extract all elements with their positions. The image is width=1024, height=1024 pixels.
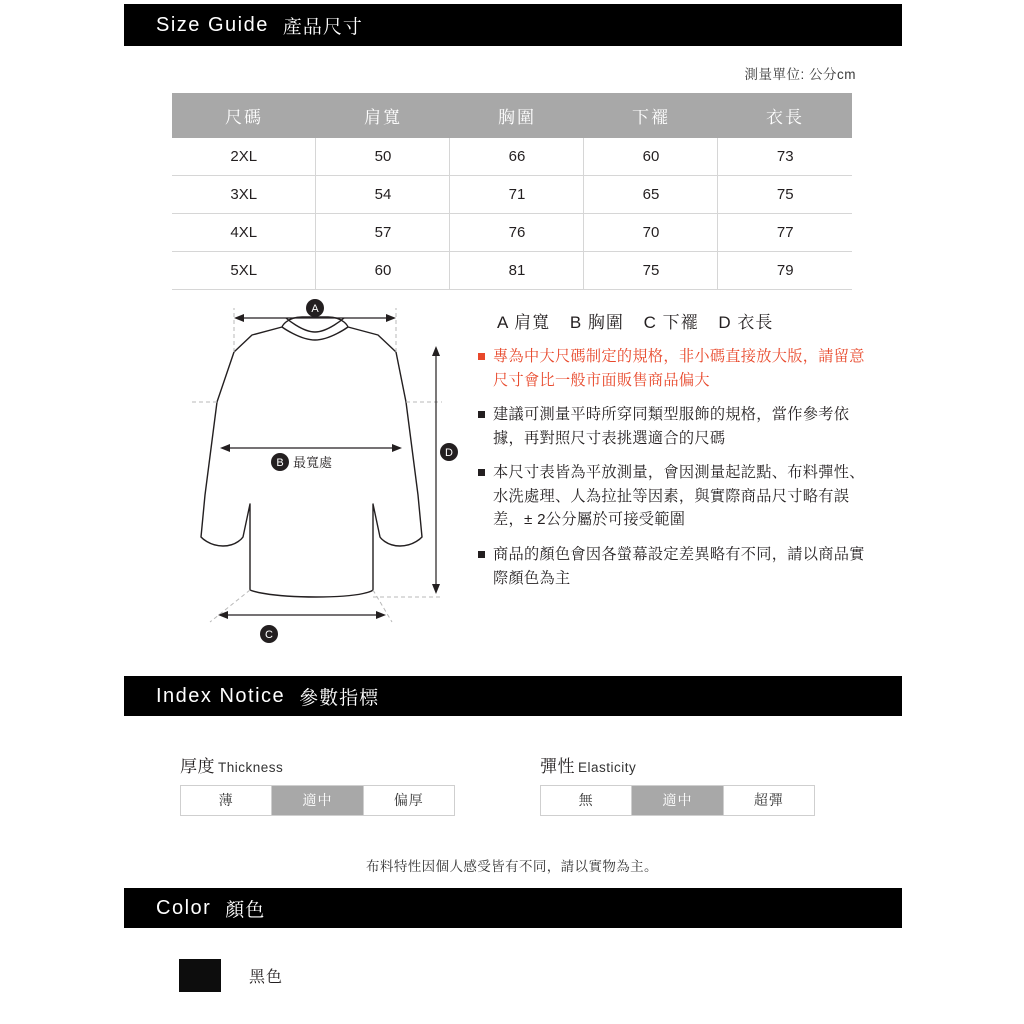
- index-notice-title-zh: 參數指標: [299, 687, 380, 709]
- thickness-title-zh: 厚度: [180, 757, 215, 776]
- diagram-label-b-text: 最寬處: [293, 455, 333, 470]
- table-header-cell: 衣長: [718, 93, 852, 138]
- table-header-cell: 肩寬: [316, 93, 450, 138]
- table-row: [172, 176, 852, 214]
- thickness-option-thick[interactable]: 偏厚: [364, 786, 454, 815]
- size-table: [172, 93, 852, 290]
- list-item: [478, 345, 878, 392]
- table-cell-size: 3XL: [172, 176, 316, 214]
- list-item: [478, 461, 878, 532]
- table-cell: 76: [450, 214, 584, 252]
- list-item: [478, 543, 878, 590]
- table-cell: 60: [584, 138, 718, 176]
- table-cell: 77: [718, 214, 852, 252]
- size-guide-title-en: Size Guide: [156, 13, 269, 36]
- table-row: [172, 138, 852, 176]
- elasticity-option-high[interactable]: 超彈: [724, 786, 814, 815]
- note-text: 建議可測量平時所穿同類型服飾的規格，當作參考依據，再對照尺寸表挑選適合的尺碼: [493, 406, 850, 447]
- thickness-title: [180, 752, 455, 777]
- table-cell: 75: [718, 176, 852, 214]
- legend-a: A 肩寬: [497, 313, 551, 332]
- bullet-square-icon: [478, 469, 485, 476]
- elasticity-title: [540, 752, 815, 777]
- table-header-cell: 胸圍: [450, 93, 584, 138]
- note-text: 商品的顏色會因各螢幕設定差異略有不同，請以商品實際顏色為主: [493, 545, 865, 587]
- table-header-cell: 尺碼: [172, 93, 316, 138]
- diagram-label-d: D: [445, 447, 453, 459]
- table-cell-size: 4XL: [172, 214, 316, 252]
- color-swatch-label: 黑色: [249, 969, 284, 986]
- legend-c: C 下襬: [643, 313, 699, 332]
- elasticity-option-none[interactable]: 無: [541, 786, 632, 815]
- table-cell: 75: [584, 252, 718, 290]
- table-cell: 81: [450, 252, 584, 290]
- section-header-color: [124, 888, 902, 928]
- elasticity-title-en: Elasticity: [578, 760, 637, 775]
- elasticity-title-zh: 彈性: [540, 757, 575, 776]
- legend-d: D 衣長: [718, 313, 774, 332]
- table-header-cell: 下襬: [584, 93, 718, 138]
- note-text: 本尺寸表皆為平放測量，會因測量起訖點、布料彈性、水洗處理、人為拉扯等因素，與實際商品尺寸略有誤差，± 2公分屬於可接受範圍: [493, 464, 865, 529]
- diagram-label-b: B: [276, 457, 284, 469]
- diagram-label-a: A: [311, 303, 319, 315]
- bullet-square-icon: [478, 353, 485, 360]
- table-row: [172, 252, 852, 290]
- section-header-size-guide: [124, 4, 902, 46]
- index-notice-title-en: Index Notice: [156, 684, 286, 707]
- table-cell: 50: [316, 138, 450, 176]
- thickness-option-thin[interactable]: 薄: [181, 786, 272, 815]
- color-swatch-black[interactable]: [179, 959, 221, 992]
- size-guide-title-zh: 產品尺寸: [282, 16, 363, 38]
- table-header-row: [172, 93, 852, 138]
- measurement-legend: [497, 308, 787, 333]
- color-title-en: Color: [156, 896, 212, 919]
- thickness-group: [180, 752, 455, 816]
- bullet-square-icon: [478, 551, 485, 558]
- table-cell: 79: [718, 252, 852, 290]
- diagram-label-c: C: [265, 629, 273, 641]
- thickness-scale: [180, 785, 455, 816]
- table-cell: 71: [450, 176, 584, 214]
- elasticity-group: [540, 752, 815, 816]
- legend-b: B 胸圍: [569, 313, 624, 332]
- table-cell: 73: [718, 138, 852, 176]
- fabric-note: 布料特性因個人感受皆有不同，請以實物為主。: [366, 859, 658, 874]
- table-cell: 65: [584, 176, 718, 214]
- table-row: [172, 214, 852, 252]
- garment-measurement-diagram: [170, 290, 470, 650]
- table-cell: 66: [450, 138, 584, 176]
- table-cell: 57: [316, 214, 450, 252]
- notes-list: [478, 345, 878, 601]
- bullet-square-icon: [478, 411, 485, 418]
- table-cell-size: 2XL: [172, 138, 316, 176]
- thickness-option-medium[interactable]: 適中: [272, 786, 363, 815]
- elasticity-option-medium[interactable]: 適中: [632, 786, 723, 815]
- table-cell-size: 5XL: [172, 252, 316, 290]
- table-cell: 70: [584, 214, 718, 252]
- table-cell: 60: [316, 252, 450, 290]
- elasticity-scale: [540, 785, 815, 816]
- garment-diagram-svg: [170, 290, 470, 650]
- color-title-zh: 顏色: [225, 899, 266, 921]
- list-item: [478, 403, 878, 450]
- section-header-index-notice: [124, 676, 902, 716]
- note-text: 專為中大尺碼制定的規格，非小碼直接放大版，請留意尺寸會比一般市面販售商品偏大: [493, 348, 865, 389]
- thickness-title-en: Thickness: [218, 760, 284, 775]
- measurement-unit-note: 測量單位: 公分cm: [744, 67, 856, 82]
- table-cell: 54: [316, 176, 450, 214]
